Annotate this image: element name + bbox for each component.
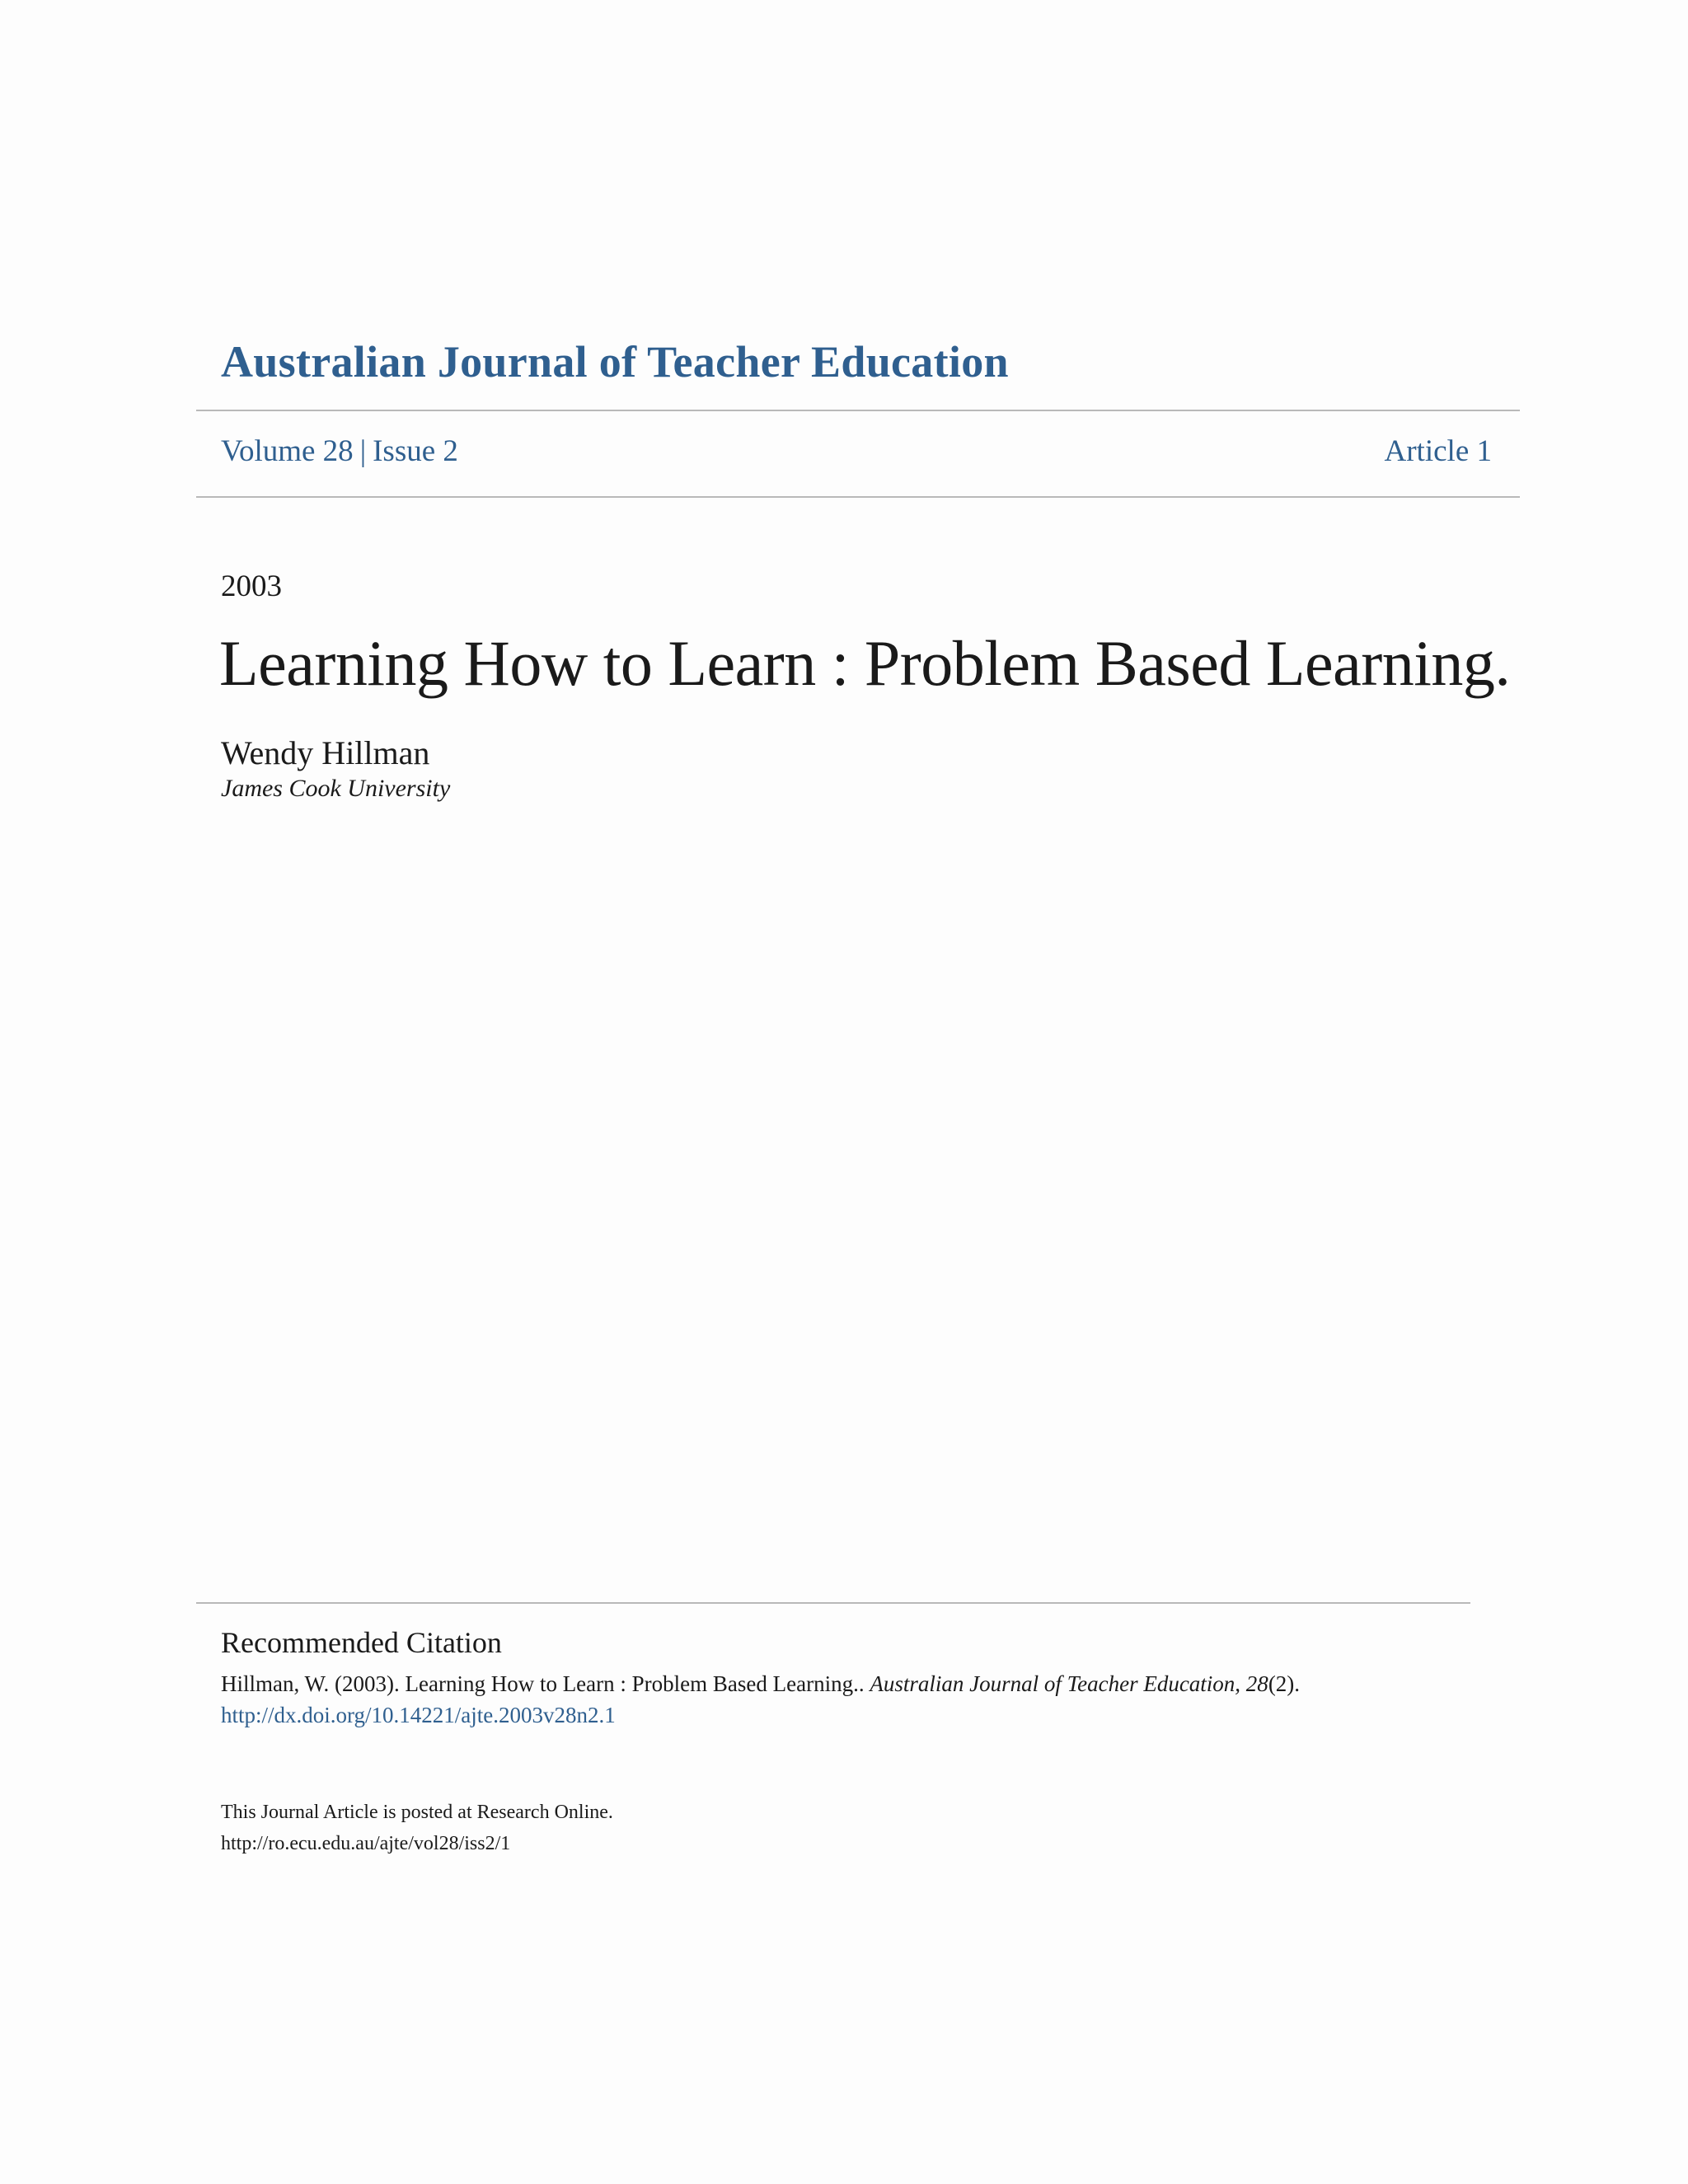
posted-url: http://ro.ecu.edu.au/ajte/vol28/iss2/1 [221, 1833, 511, 1854]
author-name: Wendy Hillman [221, 734, 430, 771]
citation-heading: Recommended Citation [221, 1626, 502, 1659]
citation-rule [196, 1602, 1470, 1604]
volume-link[interactable]: Volume 28 [221, 434, 354, 468]
article-number-link[interactable]: Article 1 [1384, 434, 1492, 468]
volume-issue-line [221, 434, 458, 469]
header-top-rule [196, 410, 1520, 411]
posted-notice: This Journal Article is posted at Research Online. [221, 1802, 613, 1823]
citation-text [221, 1671, 1300, 1697]
author-affiliation: James Cook University [221, 775, 451, 802]
citation-journal: Australian Journal of Teacher Education, 28 [870, 1671, 1268, 1696]
volume-issue-separator: | [359, 434, 367, 468]
citation-issue: (2). [1268, 1671, 1301, 1696]
journal-title[interactable]: Australian Journal of Teacher Education [221, 337, 1009, 387]
article-title: Learning How to Learn : Problem Based Learning. [219, 627, 1511, 699]
header-bottom-rule [196, 496, 1520, 498]
citation-plain: Hillman, W. (2003). Learning How to Learn : Problem Based Learning.. [221, 1671, 870, 1696]
issue-link[interactable]: Issue 2 [373, 434, 458, 468]
doi-link[interactable]: http://dx.doi.org/10.14221/ajte.2003v28n2.1 [221, 1703, 616, 1727]
publication-year: 2003 [221, 569, 282, 603]
